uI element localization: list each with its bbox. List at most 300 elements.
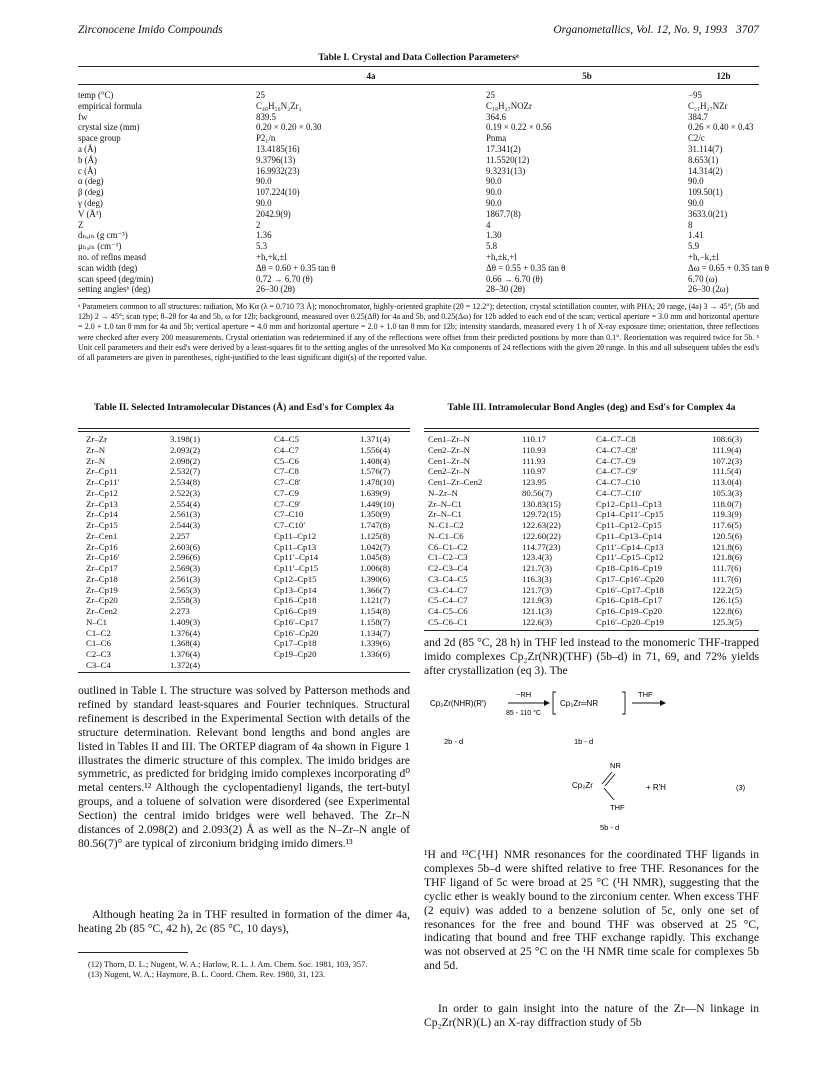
table3-angle-atoms: Cp11′–Cp15–Cp12 [596, 552, 664, 563]
table1-value: 1.36 [256, 230, 272, 241]
table1-value: 2 [256, 219, 261, 230]
table1-row [78, 122, 759, 133]
table3-row [428, 445, 759, 456]
table3-angle-value: 122.60(22) [522, 530, 561, 541]
eq-arrow-top: −RH [516, 690, 532, 699]
table1-row [78, 166, 759, 177]
table1-value: 0.20 × 0.20 × 0.30 [256, 122, 322, 133]
table3-row [428, 509, 759, 520]
table1-col-5b: 5b [582, 71, 592, 81]
equation-3 [424, 684, 759, 832]
table3-angle-value: 113.0(4) [712, 477, 742, 487]
table2-distance: 1.336(6) [360, 649, 391, 659]
table1-value: 4 [486, 219, 491, 230]
table2-distance: 2.544(3) [170, 520, 201, 530]
table1-param-label: setting anglesᵇ (deg) [78, 284, 151, 295]
table2-bond: Cp11′–Cp15 [274, 563, 319, 573]
table3-angle-atoms: Cen1–Zr–N [428, 434, 471, 444]
table1-value: 90.0 [688, 197, 704, 208]
table1-row [78, 176, 759, 187]
table3-angle-value: 80.56(7) [522, 487, 553, 498]
table3-top-rule-2 [424, 431, 759, 432]
references [78, 960, 408, 980]
table1-value: C₂₁H₂₇NZr [688, 100, 728, 111]
table1-top-rule [78, 66, 759, 67]
table1-value: 16.9932(23) [256, 165, 300, 176]
table2-distance: 1.006(8) [360, 563, 391, 573]
table2-row [86, 595, 408, 606]
eq-double-bond-1 [602, 772, 612, 784]
eq-number: (3) [736, 783, 746, 792]
table1-row [78, 274, 759, 285]
table3-angle-atoms: C4–C7–C9 [596, 455, 636, 466]
table3-angle-value: 130.83(15) [522, 498, 561, 509]
table1-value: 90.0 [486, 187, 502, 198]
table3-angle-value: 122.63(22) [522, 520, 561, 530]
eq-arrow-bottom: 85 - 110 °C [506, 710, 541, 717]
table1-value: 839.5 [256, 111, 276, 122]
table1-value: 90.0 [688, 176, 704, 187]
table2-distance: 1.368(4) [170, 638, 201, 649]
table3-angle-atoms: Zr–N–C1 [428, 509, 462, 520]
table3-angle-value: 121.8(6) [712, 552, 743, 563]
table2-distance: 2.565(3) [170, 584, 201, 595]
table2-distance: 1.154(8) [360, 606, 391, 616]
table1-value: Δω = 0.65 + 0.35 tan θ [688, 262, 770, 273]
table3-row [428, 606, 759, 617]
table3-row [428, 574, 759, 585]
table1-value: 25 [256, 90, 265, 100]
table3-angle-value: 111.93 [522, 455, 546, 466]
table2-bond: Zr–Zr [86, 434, 108, 444]
table1-row [78, 112, 759, 123]
table2-row [86, 477, 408, 488]
table1-footnote: ᵃ Parameters common to all structures: radiation, Mo Kα (λ = 0.710 73 Å); monochromator, highly-oriented graphite (2θ = 12.2°); detection, crystal scintillation counter, with PHA; 2θ range, (4a) 3 → 45°, (5b and 12b) 2 → 45°; scan type; θ–2θ for 4a and 5b, ω for 12b; background, measured over 0.25(Δθ) for 4a and 5b, and 0.25(Δω) for 12b added to each end of the scan; vertical aperture = 3.0 mm and horizontal aperture = 2.0 + 1.0 tan θ mm for 4a and 5b; vertical aperture = 4.0 mm and horizontal aperture = 2.0 + 1.0 tan θ mm for 12b; intensity standards, measured every 1 h of X-ray exposure time; orientation, three reflections were checked after every 200 measurements. Crystal orientation was redetermined if any of the reflections were offset from their predicted positions by more than 0.1°. Reorientation was required twice for 5b. ᵇ Unit cell parameters and their esd's were derived by a least-squares fit to the setting angles of the unresolved Mo Kα components of 24 reflections with the given 2θ range. In this and all subsequent tables the esd's of all parameters are given in parentheses, right-justified to the least significant digit(s) of the reported value. [78, 302, 759, 363]
reference-12: (12) Thorn, D. L.; Nugent, W. A.; Harlow, R. L. J. Am. Chem. Soc. 1981, 103, 357. [88, 960, 368, 969]
table3-angle-value: 122.8(6) [712, 606, 743, 616]
table2-bond: C4–C5 [274, 434, 299, 444]
table2-row [86, 563, 408, 574]
table1-param-label: b (Å) [78, 154, 97, 165]
table3-angle-atoms: C4–C5–C6 [428, 606, 468, 616]
table2-bond: Cp13–Cp14 [274, 584, 317, 595]
table1-row [78, 198, 759, 209]
table3-angle-value: 121.7(3) [522, 563, 553, 573]
table2-bond: C1–C2 [86, 627, 111, 638]
table2-bond: C7–C8′ [274, 477, 301, 487]
table2-distance: 1.409(3) [170, 616, 201, 627]
table1-param-label: Z [78, 219, 84, 230]
table2-distance: 2.098(2) [170, 455, 201, 466]
table2-bond: Zr–Cp11 [86, 466, 118, 477]
table3-angle-atoms: C3–C4–C7 [428, 584, 468, 595]
header-citation: Organometallics, Vol. 12, No. 9, 1993 3707 [553, 24, 759, 36]
table3-angle-value: 110.17 [522, 434, 546, 444]
table2-distance: 1.134(7) [360, 627, 391, 638]
table2-top-rule [78, 428, 410, 429]
table2-distance: 2.558(3) [170, 595, 201, 606]
table3-angle-value: 120.5(6) [712, 530, 743, 541]
footnote-rule [78, 952, 188, 953]
table2-row [86, 542, 408, 553]
table3-angle-value: 123.4(3) [522, 552, 553, 563]
table1-value: 90.0 [256, 197, 272, 208]
table2-bond: Zr–Cp13 [86, 498, 118, 509]
table2-distance: 2.561(3) [170, 573, 201, 584]
eq-intermediate-label: 1b - d [574, 737, 594, 746]
table2-bond: Zr–N [86, 455, 106, 466]
table3-angle-atoms: C4–C7–C8 [596, 434, 636, 444]
table1-row [78, 220, 759, 231]
table1-param-label: V (Å³) [78, 208, 102, 219]
table3-angle-value: 121.8(6) [712, 541, 743, 552]
table1-value: 2042.9(9) [256, 208, 291, 219]
table2-distance: 1.576(7) [360, 466, 391, 477]
table2-row [86, 488, 408, 499]
table3-row [428, 531, 759, 542]
table2-bond: Zr–Cp18 [86, 573, 118, 584]
equation-3-graphic [424, 684, 759, 834]
table1-param-label: empirical formula [78, 100, 142, 111]
table2-bond: C7–C9′ [274, 498, 301, 509]
table3-angle-atoms: C2–C3–C4 [428, 563, 468, 573]
table2-distance: 2.522(3) [170, 487, 201, 498]
table2-distance: 2.532(7) [170, 466, 201, 477]
table1-param-label: a (Å) [78, 143, 97, 154]
table1-value: C₄₀H₅₆N₂Zr₂ [256, 100, 302, 111]
table1-value: 31.114(7) [688, 143, 723, 154]
table3-title: Table III. Intramolecular Bond Angles (deg) and Esd's for Complex 4a [447, 402, 736, 413]
table1-value: 26–30 (2θ) [256, 284, 296, 295]
table2-distance: 1.639(9) [360, 487, 391, 498]
table3-angle-atoms: C6–C1–C2 [428, 541, 468, 552]
table1-row [78, 252, 759, 263]
table1-row [78, 101, 759, 112]
header-title: Zirconocene Imido Compounds [78, 24, 223, 36]
table2-bond: Zr–Cp19 [86, 584, 118, 595]
table1-value: 90.0 [256, 176, 272, 187]
table3-angle-value: 121.9(3) [522, 595, 553, 606]
table2-bond: C5–C6 [274, 455, 299, 466]
table2-bond: C7–C8 [274, 466, 299, 477]
eq-product-cp: Cp₂Zr [572, 781, 593, 790]
table1-value: 14.314(2) [688, 165, 723, 176]
table3-row [428, 466, 759, 477]
table3-angle-atoms: Cen1–Zr–N [428, 455, 471, 466]
table3-row [428, 617, 759, 628]
table1-col-4a: 4a [366, 71, 376, 81]
table1-value: 8.653(1) [688, 154, 719, 165]
table3-angle-value: 111.9(4) [712, 444, 742, 455]
table2-bond: Zr–Cp16′ [86, 552, 120, 563]
table2-bond: Zr–Cp14 [86, 509, 118, 520]
eq-bracket-right [622, 692, 625, 714]
table2-bond: C7–C10′ [274, 520, 306, 530]
table1-param-label: γ (deg) [78, 197, 103, 208]
table1-row [78, 230, 759, 241]
table3-angle-atoms: C3–C4–C5 [428, 573, 468, 584]
table2-bond: Zr–Cp12 [86, 487, 118, 498]
table3-angle-atoms: N–Zr–N [428, 487, 458, 498]
table1-value: 5.9 [688, 241, 700, 252]
table3-top-rule [424, 428, 759, 429]
table1-param-label: α (deg) [78, 176, 104, 187]
table3-angle-value: 111.5(4) [712, 466, 742, 477]
table2-row [86, 660, 408, 671]
table3-angle-value: 122.6(3) [522, 616, 553, 627]
table2-row [86, 574, 408, 585]
table2-distance: 2.596(6) [170, 552, 201, 563]
table2-distance: 3.198(1) [170, 434, 201, 444]
table1-value: 107.224(10) [256, 187, 300, 198]
table2-bond: Zr–Cp17 [86, 563, 118, 573]
table1-row [78, 155, 759, 166]
table1-body [78, 90, 770, 295]
table2-bond: C7–C9 [274, 487, 299, 498]
table1-value: 11.5520(12) [486, 154, 530, 165]
table1-value: 109.50(1) [688, 187, 723, 198]
table2-body [86, 434, 408, 671]
table3-angle-atoms: Cp11–Cp13–Cp14 [596, 530, 662, 541]
table1-value: 13.4185(16) [256, 143, 300, 154]
table3-angle-atoms: C5–C4–C7 [428, 595, 468, 606]
table1-row [78, 284, 759, 295]
table2-row [86, 628, 408, 639]
table1-value: 1.41 [688, 230, 704, 241]
table2-bond [274, 660, 360, 671]
table2-bond: Zr–N [86, 444, 106, 455]
body-right-paragraph: ¹H and ¹³C{¹H} NMR resonances for the coordinated THF ligands in complexes 5b–d were shifted relative to free THF. Resonances for the THF ligand of 5c were broad at 25 °C (¹H NMR), suggesting that the cyclic ether is weakly bound to the zirconium center. When excess THF (2 equiv) was added to a benzene solution of 5c, only one set of resonances for the free and bound THF was observed at 25 °C, indicating that bound and free THF exchange rapidly. This exchange was not observed at 25 °C on the ¹H NMR time scale for complexes 5b and 5d. [424, 848, 759, 973]
body-right-top: and 2d (85 °C, 28 h) in THF led instead to the monomeric THF-trapped imido complexes Cp₂Zr(NR)(THF) (5b–d) in 71, 69, and 72% yields after crystallization (eq 3). The [424, 636, 759, 677]
table2-distance: 1.372(4) [170, 659, 201, 670]
table2-bond: C4–C7 [274, 444, 299, 455]
table3-angle-value: 117.6(5) [712, 520, 742, 530]
table2-row [86, 520, 408, 531]
table3-angle-atoms: Cp16′–Cp20–Cp19 [596, 616, 664, 627]
table3-angle-value: 108.6(3) [712, 434, 743, 444]
table1-param-label: β (deg) [78, 187, 104, 198]
table1-value: C₁₈H₂₇NOZr [486, 100, 532, 111]
table3-angle-value: 125.3(5) [712, 616, 743, 627]
table1-param-label: scan width (deg) [78, 262, 138, 273]
table1-value: +h,±k,+l [486, 251, 517, 262]
table2-bond: C7–C10 [274, 509, 304, 520]
table3-angle-value: 116.3(3) [522, 573, 552, 584]
table1-row [78, 187, 759, 198]
table1-value: 9.3231(13) [486, 165, 526, 176]
table3-angle-atoms: C5–C6–C1 [428, 616, 468, 627]
table1-row [78, 241, 759, 252]
table1-row [78, 90, 759, 101]
table2-distance: 1.339(6) [360, 638, 391, 649]
table3-body [428, 434, 759, 628]
table2-row [86, 617, 408, 628]
table2-bond: Cp16–Cp18 [274, 595, 317, 606]
eq-reagent: THF [638, 690, 653, 699]
table2-distance: 1.371(4) [360, 434, 391, 444]
table1-param-label: fw [78, 111, 88, 122]
table1-param-label: space group [78, 133, 121, 144]
eq-intermediate: Cp₂Zr═NR [560, 699, 599, 708]
table2-distance: 2.554(4) [170, 498, 201, 509]
table2-bond: Cp16′–Cp17 [274, 616, 319, 627]
table3-angle-value: 111.7(6) [712, 563, 742, 573]
table1-value: C2/c [688, 133, 705, 144]
table1-value: 9.3796(13) [256, 154, 296, 165]
table1-value: 1.30 [486, 230, 502, 241]
table3-row [428, 520, 759, 531]
table2-row [86, 638, 408, 649]
table1-value: 90.0 [486, 176, 502, 187]
table3-angle-atoms: N–C1–C2 [428, 520, 464, 530]
eq-reactant: Cp₂Zr(NHR)(R′) [430, 699, 487, 708]
table3-row [428, 585, 759, 596]
table3-row [428, 542, 759, 553]
table2-bond: Cp12–Cp15 [274, 573, 317, 584]
eq-product-thf: THF [610, 803, 625, 812]
table2-bond: Cp16′–Cp20 [274, 627, 319, 638]
table3-row [428, 434, 759, 445]
table1-param-label: scan speed (deg/min) [78, 273, 154, 284]
body-left-paragraph: outlined in Table I. The structure was solved by Patterson methods and refined by standard least-squares and Fourier techniques. Structural refinement is described in the Experimental Section with details of the structure determination. Relevant bond lengths and bond angles are listed in Tables II and III. The ORTEP diagram of 4a shown in Figure 1 illustrates the dimeric structure of this complex. The imido bridges are symmetric, as predicted for bridging imido complexes incorporating d⁰ metal centers.¹² Although the cyclopentadienyl ligands, the tert-butyl groups, and a toluene of solvation were disordered (see Experimental Section) the central imido bridges were well behaved. The Zr–N distances of 2.098(2) and 2.093(2) Å as well as the N–Zr–N angle of 80.56(7)° are typical of zirconium bridging imido dimers.¹³ [78, 684, 410, 850]
table3-angle-atoms: Cp17–Cp16′–Cp20 [596, 573, 664, 584]
table2-distance: 2.093(2) [170, 444, 201, 455]
table3-angle-atoms: Cp16–Cp19–Cp20 [596, 606, 662, 616]
table3-angle-value: 121.1(3) [522, 606, 553, 616]
table2-distance: 2.561(3) [170, 509, 201, 520]
eq-product-nr: NR [610, 761, 621, 770]
table1-value: Δθ = 0.60 + 0.35 tan θ [256, 262, 336, 273]
table1-value: +h,−k,±l [688, 251, 719, 262]
table2-distance: 1.376(4) [170, 627, 201, 638]
eq-thf-bond [604, 788, 614, 800]
table2-row [86, 434, 408, 445]
table2-distance: 1.556(4) [360, 444, 391, 455]
table2-row [86, 606, 408, 617]
table3-row [428, 595, 759, 606]
body-right-paragraph-2: In order to gain insight into the nature of the Zr—N linkage in Cp₂Zr(NR)(L) an X-ray diffraction study of 5b [424, 1002, 759, 1029]
table1-value: 0.72 → 6.70 (θ) [256, 273, 313, 284]
table3-angle-atoms: C4–C7–C10 [596, 477, 640, 487]
table3-row [428, 488, 759, 499]
table1-param-label: μₕₐₗₕ (cm⁻¹) [78, 241, 122, 252]
table1-value: 25 [486, 90, 495, 100]
table1-value: 8 [688, 219, 693, 230]
table2-bond: Cp11–Cp13 [274, 541, 317, 552]
table2-row [86, 499, 408, 510]
table2-distance [360, 660, 408, 671]
table2-bond: Zr–Cen1 [86, 530, 118, 541]
table2-bond: C1–C6 [86, 638, 111, 649]
table3-angle-atoms: Cp11′–Cp14–Cp13 [596, 541, 664, 552]
table1-value: 0.26 × 0.40 × 0.43 [688, 122, 754, 133]
table1-row [78, 262, 770, 274]
eq-reactant-label: 2b - d [444, 737, 464, 746]
table3-angle-value: 105.3(3) [712, 487, 743, 498]
eq-arrow-1-head [544, 700, 550, 706]
table1-param-label: temp (°C) [78, 90, 114, 100]
table1-param-label: c (Å) [78, 165, 97, 176]
eq-product-label: 5b - d [600, 823, 620, 832]
table1-value: 364.6 [486, 111, 506, 122]
table3-angle-atoms: Cp12–Cp11–Cp13 [596, 498, 662, 509]
table1-value: 1867.7(8) [486, 208, 521, 219]
table2-distance: 2.603(6) [170, 541, 201, 552]
table2-bond: Cp17–Cp18 [274, 638, 317, 649]
table1-row [78, 144, 759, 155]
table1-value: 384.7 [688, 111, 708, 122]
table2-bond: C3–C4 [86, 659, 111, 670]
eq-double-bond-2 [605, 774, 615, 786]
eq-arrow-2-head [660, 700, 666, 706]
table2-row [86, 531, 408, 542]
table3-angle-atoms: C4–C7–C10′ [596, 487, 642, 498]
table3-angle-atoms: C4–C7–C8′ [596, 444, 638, 455]
table3-angle-atoms: C1–C2–C3 [428, 552, 468, 563]
table2-distance: 1.125(8) [360, 530, 391, 541]
table3-row [428, 552, 759, 563]
table1-value: 17.341(2) [486, 143, 521, 154]
table2-distance: 1.045(8) [360, 552, 391, 563]
table2-distance: 1.121(7) [360, 595, 391, 606]
table3-angle-value: 121.7(3) [522, 584, 553, 595]
table3-angle-value: 123.95 [522, 477, 547, 487]
table2-distance: 1.478(10) [360, 477, 395, 487]
table3-angle-value: 126.1(5) [712, 595, 743, 606]
table3-angle-value: 119.3(9) [712, 509, 742, 520]
table2-distance: 1.390(6) [360, 573, 391, 584]
table3-row [428, 563, 759, 574]
table1-header-rule [78, 84, 759, 85]
table2-distance: 1.350(9) [360, 509, 391, 520]
table3-angle-atoms: Cen2–Zr–N [428, 466, 471, 477]
table2-distance: 1.376(4) [170, 649, 201, 659]
table2-bond: Cp16–Cp19 [274, 606, 317, 616]
table1-param-label: no. of reflns measd [78, 251, 147, 262]
table3-angle-atoms: Cp16–Cp18–Cp17 [596, 595, 662, 606]
table3-angle-atoms: Cen1–Zr–Cen2 [428, 477, 483, 487]
table2-distance: 1.449(10) [360, 498, 395, 509]
table2-row [86, 552, 408, 563]
table1-row [78, 209, 759, 220]
table1-value: +h,+k,±l [256, 251, 287, 262]
table1-value: −95 [688, 90, 702, 100]
table3-angle-atoms: C4–C7–C9′ [596, 466, 638, 477]
table1-title: Table I. Crystal and Data Collection Parametersᵃ [318, 52, 519, 63]
table3-angle-atoms: Cp11–Cp12–Cp15 [596, 520, 662, 530]
table2-bond: C2–C3 [86, 649, 111, 659]
table1-value: P2₁/n [256, 133, 276, 144]
table1-param-label: crystal size (mm) [78, 122, 140, 133]
table2-distance: 1.408(4) [360, 455, 391, 466]
table1-value: 0.19 × 0.22 × 0.56 [486, 122, 552, 133]
table1-value: 5.3 [256, 241, 268, 252]
table3-angle-value: 110.97 [522, 466, 546, 477]
table1-value: 28–30 (2θ) [486, 284, 526, 295]
table3-row [428, 499, 759, 510]
table1-value: Pnma [486, 133, 507, 144]
table1-param-label: dₕₐₗₕ (g cm⁻³) [78, 230, 128, 241]
table1-value: 6.70 (ω) [688, 273, 718, 284]
table2-row [86, 456, 408, 467]
table1-value: Δθ = 0.55 + 0.35 tan θ [486, 262, 566, 273]
table2-bond: Zr–Cen2 [86, 606, 118, 616]
table1-bottom-rule [78, 298, 759, 299]
table2-distance: 1.366(7) [360, 584, 391, 595]
table1-col-12b: 12b [716, 71, 731, 81]
table3-angle-atoms: Cp18–Cp16–Cp19 [596, 563, 662, 573]
table1-value: 3633.0(21) [688, 208, 728, 219]
